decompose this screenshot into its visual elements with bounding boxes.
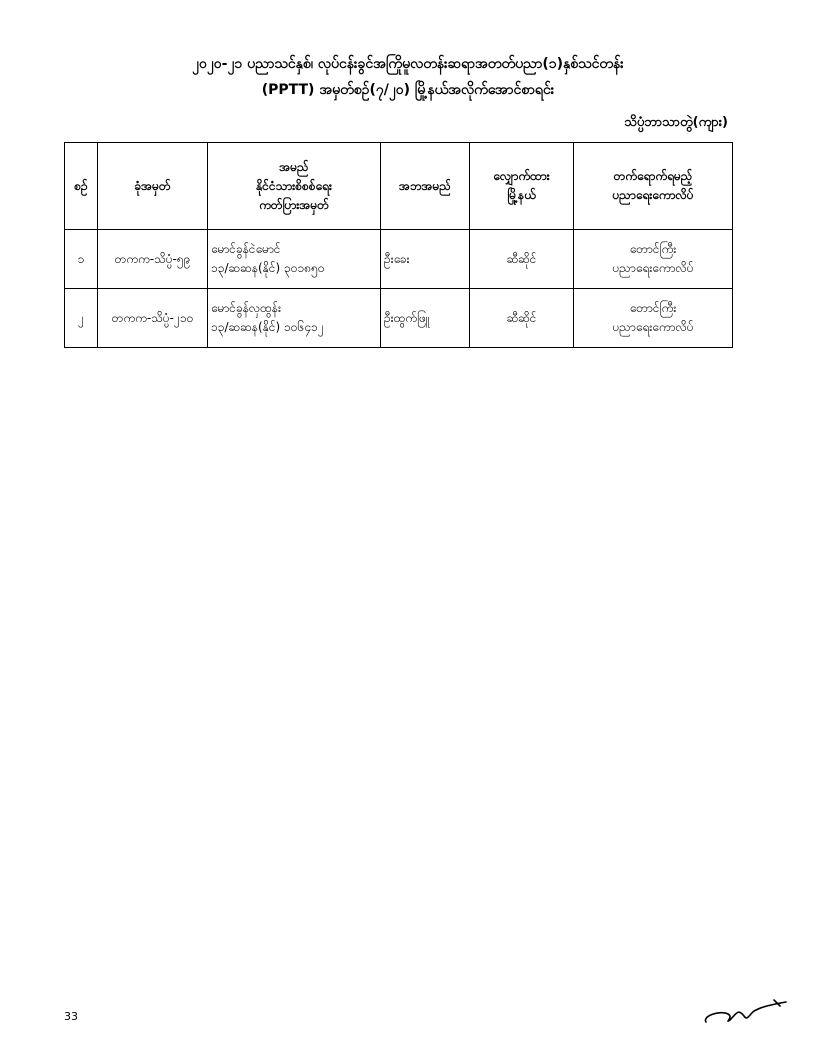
- header-name-nrc: [208, 143, 381, 230]
- student-name: မောင်ခွန်ငဲမောင်: [211, 242, 281, 256]
- student-nrc: ၁၃/ဆဆန(နိုင်) ၁၀၆၄၁၂: [211, 320, 324, 334]
- cell-roll-number: တကက-သိပ္ပံ-၂၁၀: [98, 289, 208, 348]
- cell-serial-no: ၁: [65, 230, 98, 289]
- page-number: 33: [64, 1010, 78, 1023]
- student-nrc: ၁၃/ဆဆန(နိုင်) ၃၀၁၈၅၀: [211, 261, 325, 275]
- college-type: ပညာရေးကောလိပ်: [612, 261, 694, 275]
- college-name: တောင်ကြီး: [629, 242, 677, 256]
- header-line: နိုင်ငံသားစိစစ်ရေး: [256, 178, 332, 193]
- document-subtitle: သိပ္ပံဘာသာတွဲ(ကျား): [624, 115, 728, 130]
- header-line: တက်ရောက်ရမည့်: [613, 169, 693, 183]
- cell-college: [574, 230, 733, 289]
- document-title-line2: (PPTT) အမှတ်စဉ်(၇/၂၀) မြို့နယ်အလိုက်အောင်စာရင်း: [261, 82, 555, 98]
- header-line: ပညာရေးကောလိပ်: [612, 188, 694, 202]
- college-type: ပညာရေးကောလိပ်: [612, 320, 694, 334]
- cell-name-nrc: [208, 289, 381, 348]
- header-serial-no: [65, 143, 98, 230]
- header-line: အဘအမည်: [398, 178, 452, 193]
- document-title-line1: ၂၀၂၀-၂၁ ပညာသင်နှစ်၊ လုပ်ငန်းခွင်အကြိုမူလတန်းဆရာအတတ်ပညာ(၁)နှစ်သင်တန်း: [192, 56, 624, 72]
- table-row: [65, 289, 733, 348]
- cell-township: ဆီဆိုင်: [470, 289, 574, 348]
- cell-college: [574, 289, 733, 348]
- signature-image: [700, 992, 790, 1028]
- header-line: အမည်: [279, 159, 309, 174]
- table-header-row: [65, 143, 733, 230]
- header-line: စဉ်: [74, 178, 88, 193]
- cell-roll-number: တကက-သိပ္ပံ-၅၉: [98, 230, 208, 289]
- table-row: [65, 230, 733, 289]
- cell-township: ဆီဆိုင်: [470, 230, 574, 289]
- cell-serial-no: ၂: [65, 289, 98, 348]
- college-name: တောင်ကြီး: [629, 301, 677, 315]
- results-table: [64, 142, 733, 348]
- header-father-name: [381, 143, 470, 230]
- header-line: မြို့နယ်: [507, 188, 536, 202]
- header-line: ကတ်ပြားအမှတ်: [259, 197, 329, 212]
- header-line: ခုံအမှတ်: [134, 178, 171, 193]
- header-roll-number: [98, 143, 208, 230]
- cell-father-name: ဦးထွက်ဖြူ: [381, 289, 470, 348]
- student-name: မောင်ခွန်လှထွန်း: [211, 301, 282, 315]
- cell-name-nrc: [208, 230, 381, 289]
- header-college: [574, 143, 733, 230]
- header-township: [470, 143, 574, 230]
- cell-father-name: ဦးခေး: [381, 230, 470, 289]
- header-line: လျှောက်ထား: [493, 169, 550, 183]
